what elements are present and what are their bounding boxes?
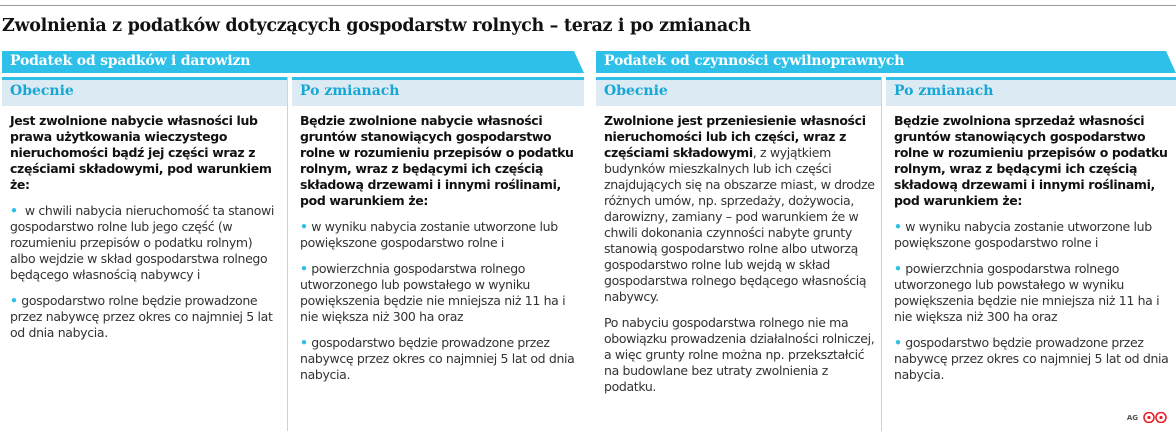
bullet-dot-icon: • xyxy=(300,219,308,234)
column-current xyxy=(2,77,288,431)
bullet-item xyxy=(300,219,578,251)
lead-paragraph: Będzie zwolniona sprzedaż własności gruntów stanowiących gospodarstwo rolne w rozumieniu przepisów o podatku rolnym, wraz z będącymi ich częścią składową drzewami i innymi roślinami, pod warunkiem że: xyxy=(894,113,1168,208)
bullet-dot-icon: • xyxy=(894,219,902,234)
bullet-text: w chwili nabycia nieruchomość ta stanowi gospodarstwo rolne lub jego część (w rozumieniu przepisów o podatku rolnym) albo wejdzie w skład gospodarstwa rolnego będącego własnością nabywcy i xyxy=(10,203,275,282)
bullet-text: gospodarstwo będzie prowadzone przez nabywcę przez okres co najmniej 5 lat od dnia nabycia. xyxy=(300,335,575,382)
bullet-dot-icon: • xyxy=(894,261,902,276)
bullet-item xyxy=(10,293,281,341)
bullet-text: gospodarstwo rolne będzie prowadzone przez nabywcę przez okres co najmniej 5 lat od dnia nabycia. xyxy=(10,293,273,340)
bullet-item xyxy=(300,261,578,325)
bullet-text: gospodarstwo będzie prowadzone przez nabywcę przez okres co najmniej 5 lat od dnia nabycia. xyxy=(894,335,1169,382)
section-header xyxy=(2,51,584,73)
page-title: Zwolnienia z podatków dotyczących gospodarstw rolnych – teraz i po zmianach xyxy=(2,16,751,36)
column-heading: Po zmianach xyxy=(292,80,584,106)
bullet-dot-icon: • xyxy=(10,203,18,218)
author-initials: AG xyxy=(1126,413,1138,422)
bullet-item xyxy=(894,335,1170,383)
column-body xyxy=(604,113,875,405)
bullet-text: powierzchnia gospodarstwa rolnego utworzonego lub powstałego w wyniku powiększenia będzie nie mniejsza niż 11 ha i nie większa niż 300 ha oraz xyxy=(300,261,566,324)
bullet-item xyxy=(10,203,281,283)
lead-paragraph: Jest zwolnione nabycie własności lub prawa użytkowania wieczystego nieruchomości bądź jej części wraz z częściami składowymi, pod warunkiem że: xyxy=(10,113,272,192)
column-after-changes xyxy=(292,77,584,431)
column-body xyxy=(300,113,578,393)
column-after-changes xyxy=(886,77,1176,431)
bullet-dot-icon: • xyxy=(10,293,18,308)
section-title: Podatek od czynności cywilnoprawnych xyxy=(604,53,905,69)
column-body xyxy=(10,113,281,351)
column-heading: Obecnie xyxy=(596,80,881,106)
column-heading: Po zmianach xyxy=(886,80,1176,106)
bullet-item xyxy=(894,219,1170,251)
bullet-text: powierzchnia gospodarstwa rolnego utworzonego lub powstałego w wyniku powiększenia będzie nie mniejsza niż 11 ha i nie większa niż 300 ha oraz xyxy=(894,261,1160,324)
lead-regular-text: , z wyjątkiem budynków mieszkalnych lub ich części znajdujących się na obszarze miast, w drodze różnych umów, np. sprzedaży, dożywocia, darowizny, zamiany – pod warunkiem że w chwili dokonania czynności nabyte grunty stanowią gospodarstwo rolne albo utworzą gospodarstwo rolne lub wejdą w skład gospodarstwa rolnego będącego własnością nabywcy. xyxy=(604,145,875,304)
bullet-item xyxy=(894,261,1170,325)
section-civil-transactions-tax xyxy=(596,51,1176,431)
section-title: Podatek od spadków i darowizn xyxy=(10,53,251,69)
lead-paragraph: Będzie zwolnione nabycie własności gruntów stanowiących gospodarstwo rolne w rozumieniu przepisów o podatku rolnym, wraz z będącymi ich częścią składową drzewami i innymi roślinami, pod warunkiem że: xyxy=(300,113,574,208)
gp-logo-icon xyxy=(1142,412,1170,423)
column-current xyxy=(596,77,882,431)
top-rule xyxy=(0,5,1176,6)
credit xyxy=(1127,412,1170,423)
column-body xyxy=(894,113,1170,393)
section-header xyxy=(596,51,1176,73)
lead-paragraph xyxy=(604,113,875,305)
bullet-dot-icon: • xyxy=(894,335,902,350)
bullet-dot-icon: • xyxy=(300,261,308,276)
column-heading: Obecnie xyxy=(2,80,287,106)
bullet-dot-icon: • xyxy=(300,335,308,350)
paragraph: Po nabyciu gospodarstwa rolnego nie ma obowiązku prowadzenia działalności rolniczej, a więc grunty rolne można np. przekształcić na budowlane bez utraty zwolnienia z podatku. xyxy=(604,315,875,394)
section-inheritance-tax xyxy=(2,51,584,431)
bullet-text: w wyniku nabycia zostanie utworzone lub powiększone gospodarstwo rolne i xyxy=(300,219,558,250)
bullet-item xyxy=(300,335,578,383)
bullet-text: w wyniku nabycia zostanie utworzone lub powiększone gospodarstwo rolne i xyxy=(894,219,1152,250)
lead-bold-text: Zwolnione jest przeniesienie własności nieruchomości lub ich części, wraz z częściami składowymi xyxy=(604,113,866,160)
